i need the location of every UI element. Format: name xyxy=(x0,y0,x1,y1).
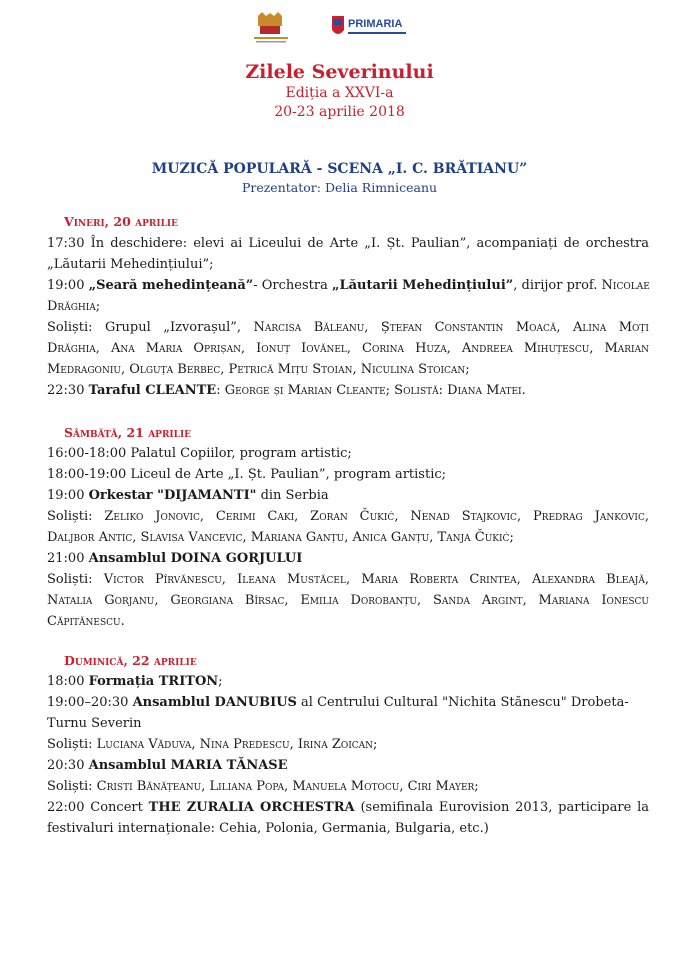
primaria-logo-text: PRIMARIA xyxy=(348,18,403,30)
day-heading-saturday: Sâmbătă, 21 aprilie xyxy=(64,425,192,440)
section-title: MUZICĂ POPULARĂ - SCENA „I. C. BRĂTIANU” xyxy=(151,161,528,177)
program-line: 19:00 Orkestar "DIJAMANTI" din Serbia xyxy=(47,488,329,503)
program-line: Soliști: Victor Pîrvănescu, Ileana Mustăcel, Maria Roberta Crintea, Alexandra Bleajă, xyxy=(47,572,650,587)
presenter: Prezentator: Delia Rimniceanu xyxy=(241,180,438,195)
program-line: 17:30 În deschidere: elevi ai Liceului de Arte „I. Șt. Paulian”, acompaniați de orchestra xyxy=(47,236,649,251)
program-line: 19:00 „Seară mehedințeană”- Orchestra „Lăutarii Mehedințiului”, dirijor prof. Nicolae xyxy=(47,278,650,293)
program-line: 20:30 Ansamblul MARIA TĂNASE xyxy=(47,758,288,773)
event-header xyxy=(0,60,679,122)
program-line: 19:00–20:30 Ansamblul DANUBIUS al Centrului Cultural "Nichita Stănescu" Drobeta- xyxy=(47,695,629,710)
program-line: Soliști: Zeliko Jonovic, Cerimi Caki, Zoran Čukić, Nenad Stajkovic, Predrag Jankovic, xyxy=(47,509,649,524)
program-line: „Lăutarii Mehedințiului”; xyxy=(47,257,214,272)
logos xyxy=(0,12,679,46)
program-line: 22:30 Taraful CLEANTE: George și Marian Cleante; Solistă: Diana Matei. xyxy=(47,383,526,398)
program-line: 18:00 Formația TRITON; xyxy=(47,674,223,689)
section-header xyxy=(0,160,679,196)
day-heading-friday: Vineri, 20 aprilie xyxy=(64,214,178,229)
program-line: Medragoniu, Olguța Berbec, Petrică Mițu Stoian, Niculina Stoican; xyxy=(47,362,470,377)
program-line: Căpitănescu. xyxy=(47,614,125,629)
program-line: Drăghia, Ana Maria Oprișan, Ionuț Iovănel, Corina Huza, Andreea Mihuțescu, Marian xyxy=(47,341,649,356)
program-line: 18:00-19:00 Liceul de Arte „I. Șt. Paulian”, program artistic; xyxy=(47,467,447,482)
program-line: 16:00-18:00 Palatul Copiilor, program artistic; xyxy=(47,446,352,461)
program-line: 22:00 Concert THE ZURALIA ORCHESTRA (semifinala Eurovision 2013, participare la xyxy=(47,800,650,815)
program-line: Drăghia; xyxy=(47,299,101,314)
program-line: Soliști: Luciana Văduva, Nina Predescu, Irina Zoican; xyxy=(47,737,378,752)
program-line: Soliști: Cristi Bănățeanu, Liliana Popa, Manuela Motocu, Ciri Mayer; xyxy=(47,779,479,794)
event-title: Zilele Severinului xyxy=(245,61,434,83)
program-line: festivaluri internaționale: Cehia, Polonia, Germania, Bulgaria, etc.) xyxy=(47,821,489,836)
program-line: Natalia Gorjanu, Georgiana Bîrsac, Emilia Dorobanțu, Sanda Argint, Mariana Ionescu xyxy=(47,593,649,608)
event-edition: Ediția a XXVI-a xyxy=(285,85,394,101)
museum-crest-logo xyxy=(248,12,294,46)
day-heading-sunday: Duminică, 22 aprilie xyxy=(64,653,197,668)
event-dates: 20-23 aprilie 2018 xyxy=(274,104,405,120)
primaria-logo xyxy=(330,12,410,46)
program-line: Daljbor Antic, Slavisa Vancevic, Mariana Ganțu, Anica Ganțu, Tanja Čukić; xyxy=(47,530,514,545)
program-line: 21:00 Ansamblul DOINA GORJULUI xyxy=(47,551,303,566)
program-line: Turnu Severin xyxy=(47,716,142,731)
program-line: Soliști: Grupul „Izvorașul”, Narcisa Băleanu, Ștefan Constantin Moacă, Alina Moți xyxy=(47,320,649,335)
